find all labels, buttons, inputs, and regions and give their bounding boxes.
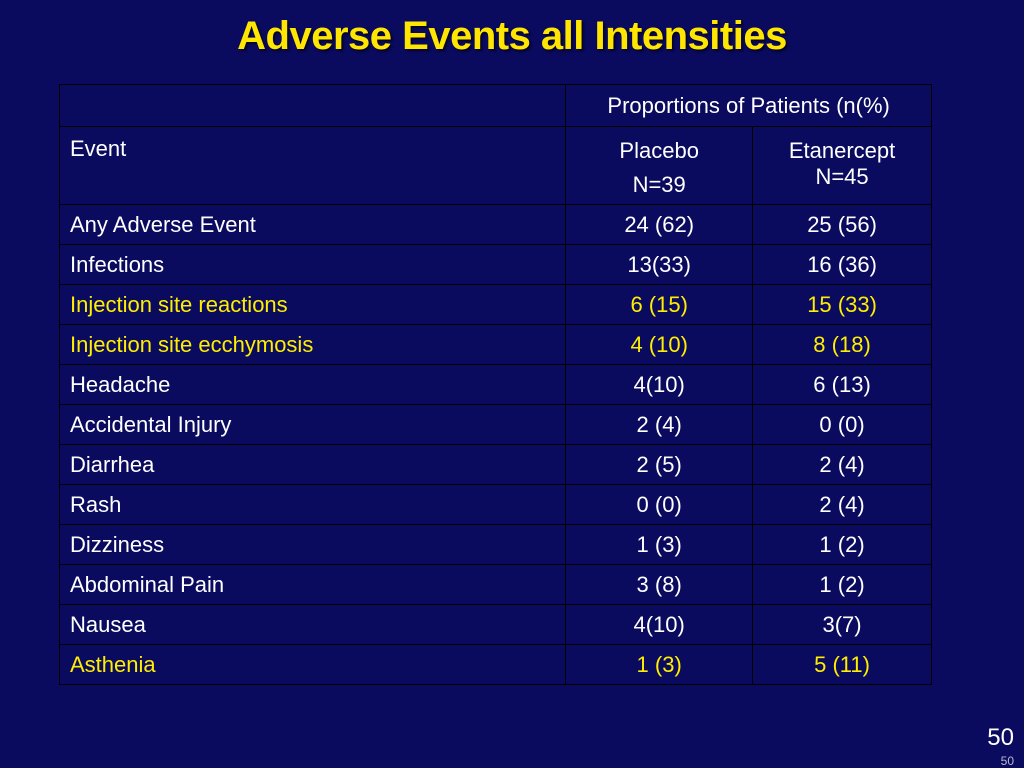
event-cell: Injection site reactions (60, 285, 566, 325)
table-row (60, 365, 932, 405)
table-row (60, 445, 932, 485)
placebo-value-cell: 0 (0) (566, 485, 753, 525)
table-row (60, 205, 932, 245)
etanercept-value-cell: 2 (4) (753, 445, 932, 485)
placebo-value-cell: 2 (5) (566, 445, 753, 485)
placebo-value-cell: 4(10) (566, 365, 753, 405)
etanercept-value-cell: 8 (18) (753, 325, 932, 365)
adverse-events-table (59, 84, 932, 685)
table-row (60, 405, 932, 445)
etanercept-value-cell: 5 (11) (753, 645, 932, 685)
table-row (60, 245, 932, 285)
etanercept-value-cell: 2 (4) (753, 485, 932, 525)
etanercept-value-cell: 1 (2) (753, 525, 932, 565)
etanercept-value-cell: 6 (13) (753, 365, 932, 405)
table-column-header-row (60, 127, 932, 205)
table-row (60, 565, 932, 605)
table-group-header-row (60, 85, 932, 127)
slide-title: Adverse Events all Intensities (237, 14, 787, 58)
table-row (60, 285, 932, 325)
empty-header-cell (60, 85, 566, 127)
event-cell: Accidental Injury (60, 405, 566, 445)
etanercept-value-cell: 25 (56) (753, 205, 932, 245)
event-header-cell: Event (60, 127, 566, 205)
placebo-header-label: Placebo (619, 138, 699, 163)
table-row (60, 645, 932, 685)
table-row (60, 525, 932, 565)
placebo-value-cell: 4(10) (566, 605, 753, 645)
etanercept-n-label: N=45 (815, 164, 869, 189)
etanercept-header-cell (753, 127, 932, 205)
event-cell: Injection site ecchymosis (60, 325, 566, 365)
page-number-watermark: 50 (1000, 754, 1014, 768)
placebo-n-label: N=39 (632, 172, 686, 197)
placebo-value-cell: 3 (8) (566, 565, 753, 605)
table-row (60, 605, 932, 645)
placebo-value-cell: 24 (62) (566, 205, 753, 245)
event-cell: Headache (60, 365, 566, 405)
etanercept-value-cell: 0 (0) (753, 405, 932, 445)
etanercept-value-cell: 1 (2) (753, 565, 932, 605)
placebo-value-cell: 1 (3) (566, 525, 753, 565)
placebo-header-cell (566, 127, 753, 205)
event-cell: Abdominal Pain (60, 565, 566, 605)
event-cell: Diarrhea (60, 445, 566, 485)
etanercept-value-cell: 3(7) (753, 605, 932, 645)
table-row (60, 325, 932, 365)
event-cell: Nausea (60, 605, 566, 645)
proportions-header-cell: Proportions of Patients (n(%) (566, 85, 932, 127)
table-row (60, 485, 932, 525)
etanercept-header-label: Etanercept (788, 138, 896, 163)
placebo-value-cell: 1 (3) (566, 645, 753, 685)
etanercept-value-cell: 16 (36) (753, 245, 932, 285)
event-cell: Infections (60, 245, 566, 285)
event-cell: Any Adverse Event (60, 205, 566, 245)
etanercept-value-cell: 15 (33) (753, 285, 932, 325)
placebo-value-cell: 6 (15) (566, 285, 753, 325)
placebo-value-cell: 13(33) (566, 245, 753, 285)
event-cell: Rash (60, 485, 566, 525)
placebo-value-cell: 4 (10) (566, 325, 753, 365)
placebo-value-cell: 2 (4) (566, 405, 753, 445)
event-cell: Asthenia (60, 645, 566, 685)
page-number: 50 (987, 724, 1014, 751)
event-cell: Dizziness (60, 525, 566, 565)
